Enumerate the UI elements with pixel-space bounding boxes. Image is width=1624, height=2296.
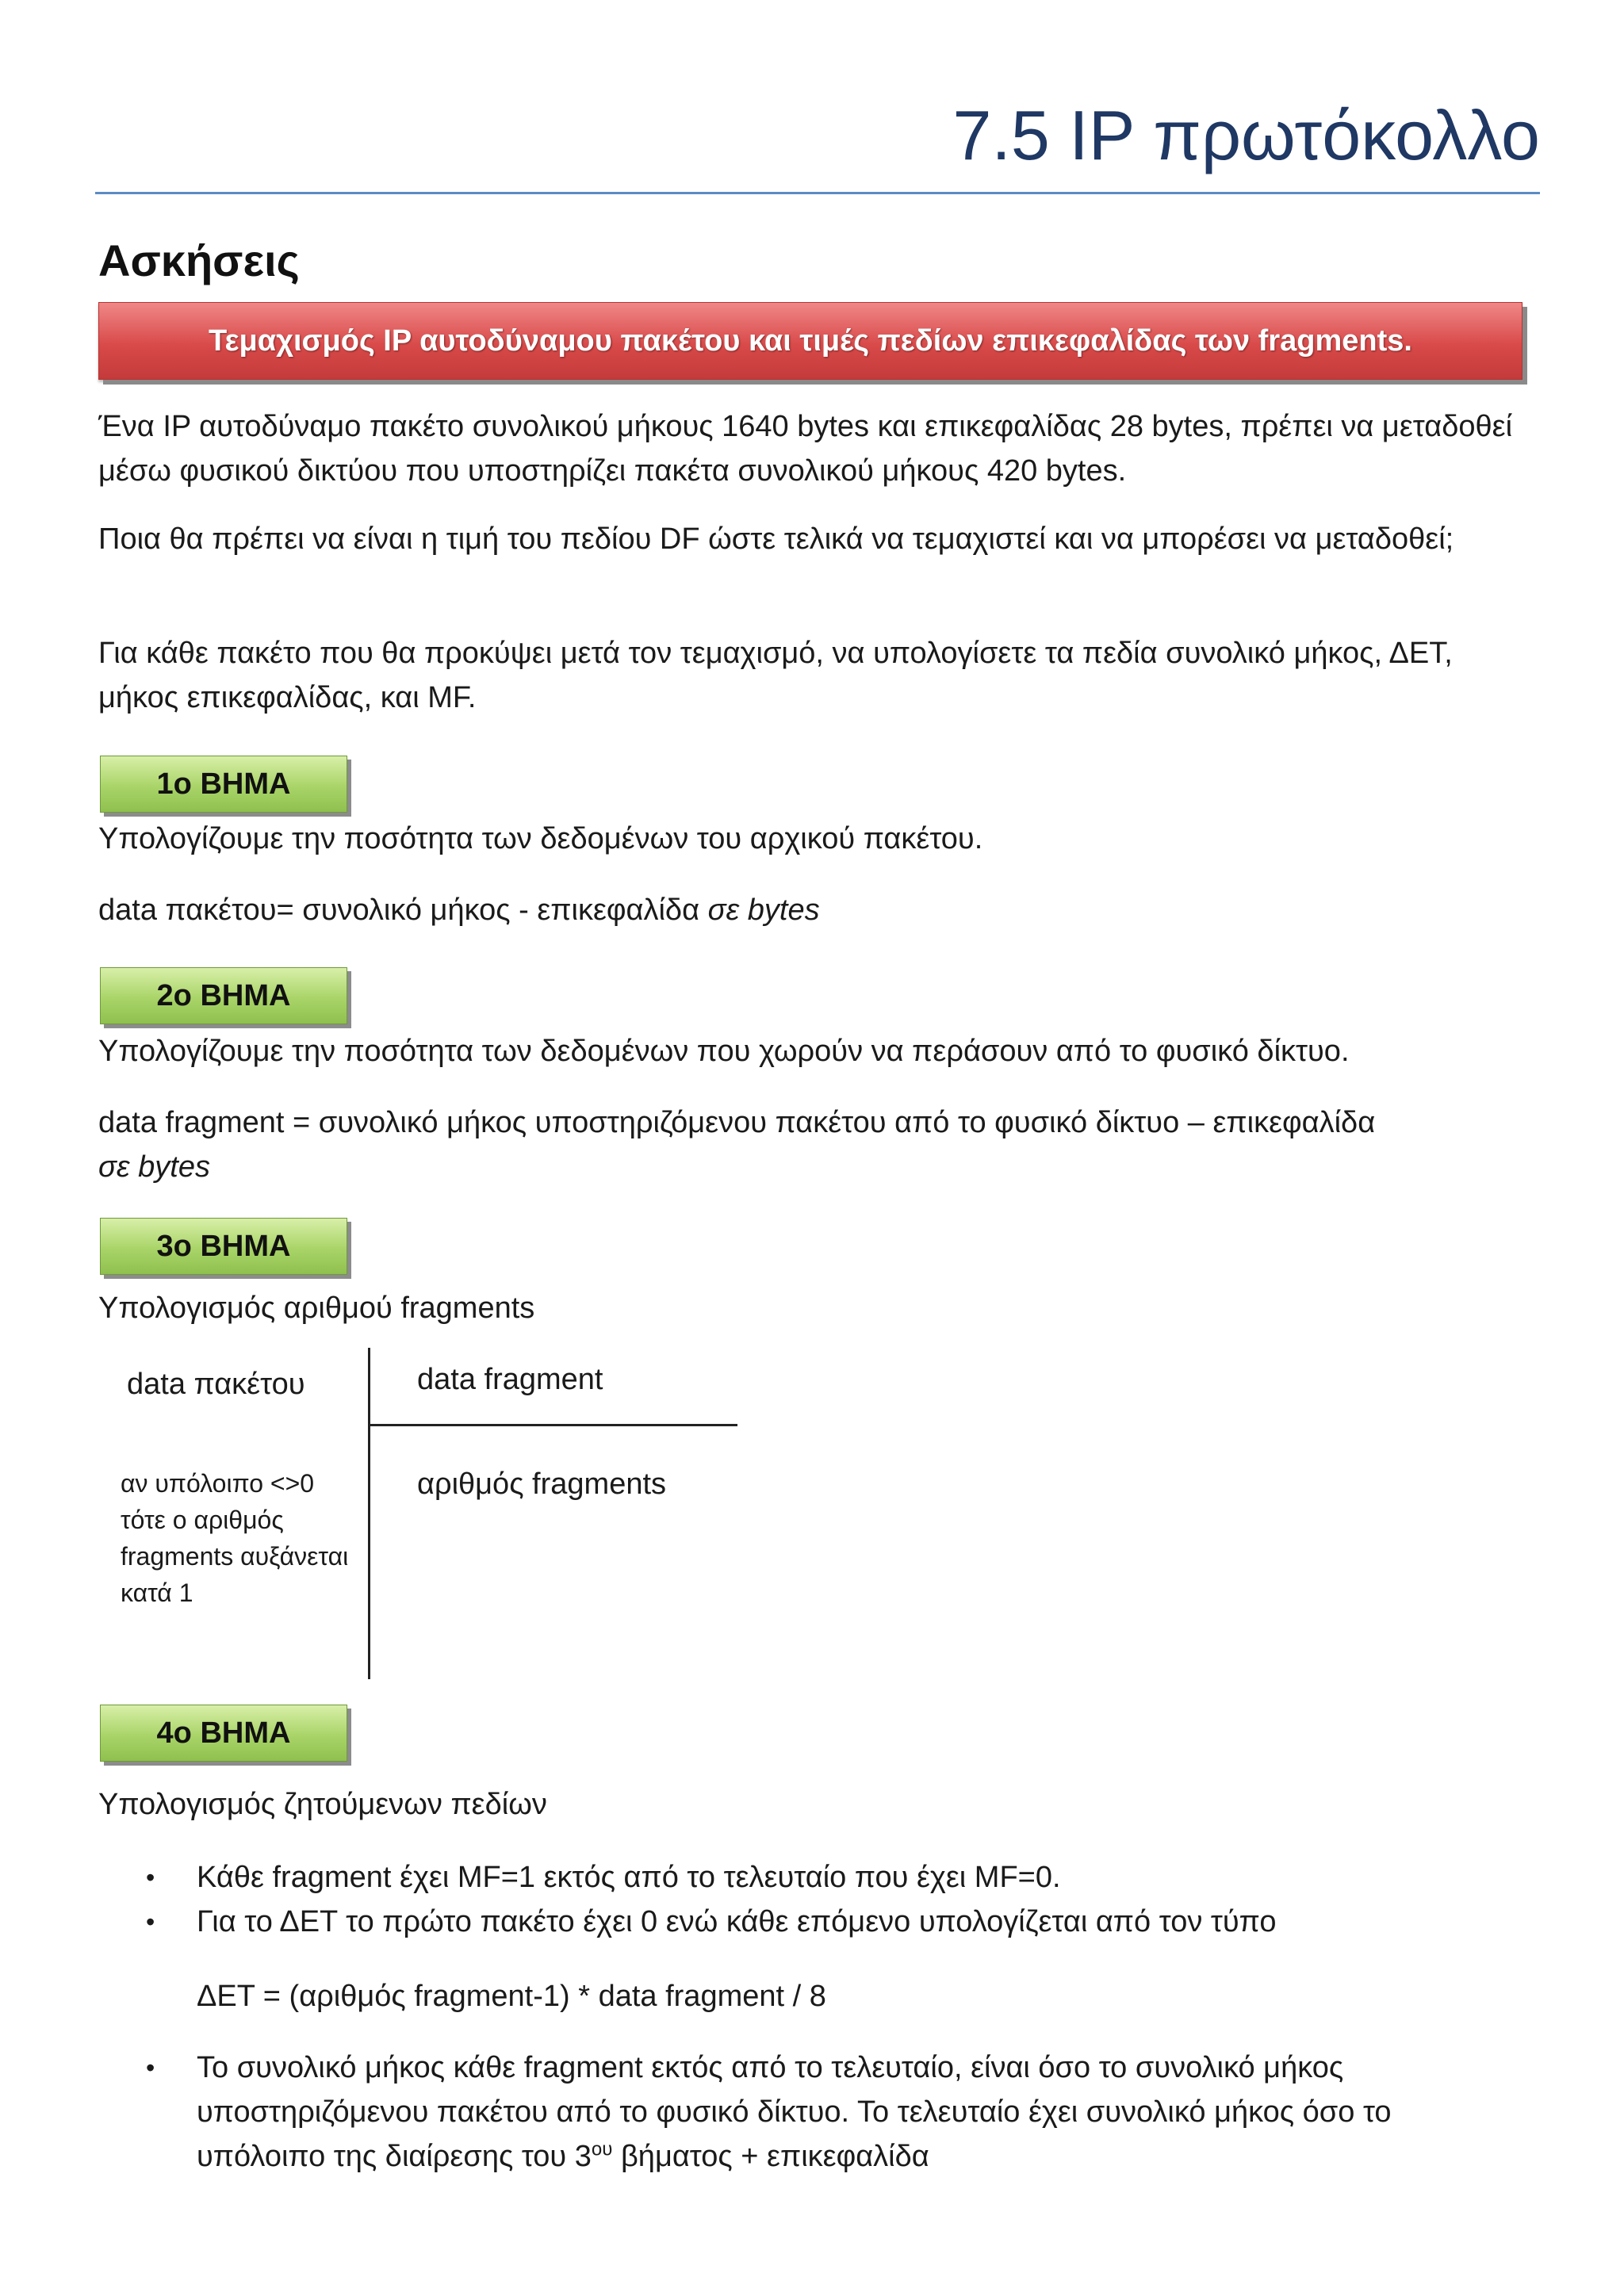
bullet-total-length-superscript: ου [591,2138,613,2160]
bullet-mf [98,1855,1526,1900]
step-2-label: 2ο ΒΗΜΑ [156,978,291,1012]
offset-formula: ΔΕΤ = (αριθμός fragment-1) * data fragment / 8 [197,1980,826,2013]
step-1-formula-text: data πακέτου= συνολικό μήκος - επικεφαλίδα [98,894,700,927]
division-horizontal-line [368,1424,737,1426]
step-2-text: Υπολογίζουμε την ποσότητα των δεδομένων που χωρούν να περάσουν από το φυσικό δίκτυο. [98,1035,1350,1068]
section-heading: Ασκήσεις [98,235,300,285]
step-2-formula: data fragment = συνολικό μήκος υποστηριζόμενου πακέτου από το φυσικό δίκτυο – επικεφαλίδα [98,1106,1376,1139]
division-diagram [98,1348,749,1681]
fields-bullet-list [98,1855,1526,1944]
division-divisor: data fragment [417,1363,603,1396]
exercise-question-fields: Για κάθε πακέτο που θα προκύψει μετά τον τεμαχισμό, να υπολογίσετε τα πεδία συνολικό μήκος, ΔΕΤ, μήκος επικεφαλίδας, και MF. [98,637,1453,714]
bullet-glyph: • [146,1908,155,1936]
division-dividend: data πακέτου [127,1368,305,1401]
bullet-total-length [98,2045,1526,2179]
title-divider [95,192,1540,194]
exercise-banner-text: Τεμαχισμός IP αυτοδύναμου πακέτου και τιμές πεδίων επικεφαλίδας των fragments. [209,323,1412,358]
bullet-glyph: • [146,2053,155,2082]
fields-bullet-list-2 [98,2045,1526,2179]
exercise-question-df: Ποια θα πρέπει να είναι η τιμή του πεδίου DF ώστε τελικά να τεμαχιστεί και να μπορέσει να μεταδοθεί; [98,522,1454,556]
bullet-glyph: • [146,1863,155,1892]
bullet-total-length-end: βήματος + επικεφαλίδα [612,2140,929,2173]
division-quotient: αριθμός fragments [417,1468,667,1501]
division-remainder-note: αν υπόλοιπο <>0 τότε ο αριθμός fragments αυξάνεται κατά 1 [121,1469,349,1607]
page-title: 7.5 IP πρωτόκολλο [952,96,1540,174]
step-4-text: Υπολογισμός ζητούμενων πεδίων [98,1788,547,1821]
step-2-badge [100,967,347,1024]
exercise-banner [98,302,1522,380]
step-3-label: 3ο ΒΗΜΑ [156,1229,291,1263]
step-1-text: Υπολογίζουμε την ποσότητα των δεδομένων του αρχικού πακέτου. [98,822,983,855]
step-1-label: 1ο ΒΗΜΑ [156,767,291,801]
step-1-badge [100,756,347,813]
division-vertical-line [368,1348,370,1679]
bullet-offset [98,1900,1526,1944]
step-3-badge [100,1218,347,1275]
bullet-total-length-text: Το συνολικό μήκος κάθε fragment εκτός από το τελευταίο, είναι όσο το συνολικό μήκος υποστηριζόμενου πακέτου από το φυσικό δίκτυο. Το τελευταίο έχει συνολικό μήκος όσο το υπόλοιπο της διαίρεσης του 3 [197,2051,1392,2173]
step-2-unit: σε bytes [98,1150,210,1184]
step-4-label: 4ο ΒΗΜΑ [156,1716,291,1750]
bullet-mf-text: Κάθε fragment έχει MF=1 εκτός από το τελευταίο που έχει MF=0. [197,1861,1061,1894]
step-1-formula [98,888,820,932]
bullet-offset-text: Για το ΔΕΤ το πρώτο πακέτο έχει 0 ενώ κάθε επόμενο υπολογίζεται από τον τύπο [197,1905,1277,1938]
step-1-unit: σε bytes [707,894,820,927]
exercise-statement: Ένα IP αυτοδύναμο πακέτο συνολικού μήκους 1640 bytes και επικεφαλίδας 28 bytes, πρέπει να μεταδοθεί μέσω φυσικού δικτύου που υποστηρίζει πακέτα συνολικού μήκους 420 bytes. [98,410,1513,488]
step-3-text: Υπολογισμός αριθμού fragments [98,1292,535,1325]
step-4-badge [100,1705,347,1762]
